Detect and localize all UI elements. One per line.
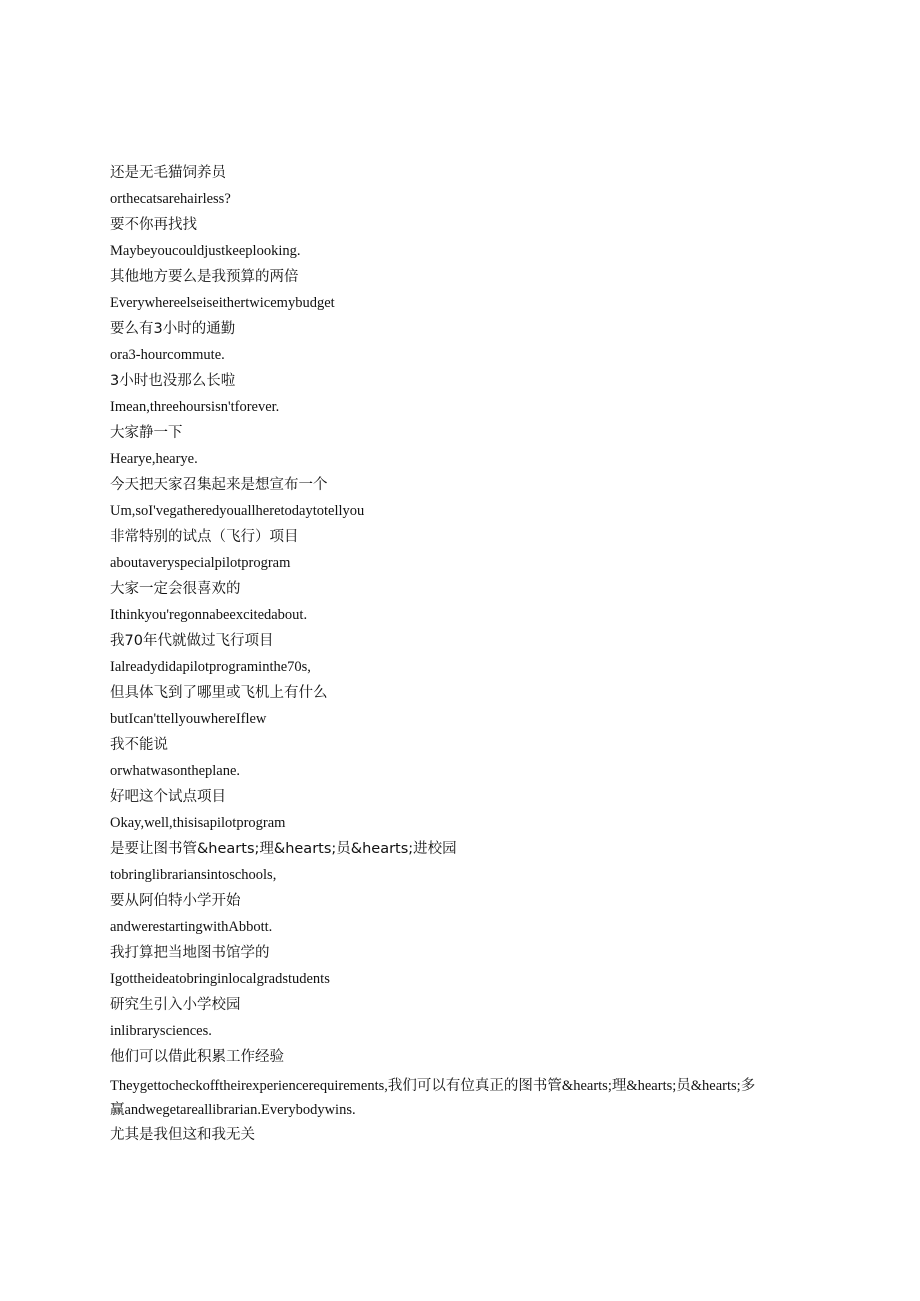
subtitle-line-zh: 大家静一下 (110, 425, 183, 441)
subtitle-line-zh: 好吧这个试点项目 (110, 789, 226, 805)
subtitle-line-zh: 非常特别的试点（飞行）项目 (110, 529, 299, 545)
subtitle-line-zh: 还是无毛猫饲养员 (110, 165, 226, 181)
subtitle-line-zh: 要么有3小时的通勤 (110, 321, 236, 337)
subtitle-line-zh: 其他地方要么是我预算的两倍 (110, 269, 299, 285)
subtitle-line-en: Hearye,hearye. (110, 451, 198, 467)
subtitle-line-zh: 是要让图书管&hearts;理&hearts;员&hearts;进校园 (110, 841, 457, 857)
subtitle-line-zh: 要不你再找找 (110, 217, 197, 233)
subtitle-line-en: Igottheideatobringinlocalgradstudents (110, 971, 330, 987)
subtitle-line-en: ora3-hourcommute. (110, 347, 225, 363)
subtitle-line-en: aboutaveryspecialpilotprogram (110, 555, 291, 571)
subtitle-line-en: Maybeyoucouldjustkeeplooking. (110, 243, 301, 259)
subtitle-line-zh: 他们可以借此积累工作经验 (110, 1049, 284, 1065)
subtitle-line-zh: 研究生引入小学校园 (110, 997, 241, 1013)
subtitle-transcript (110, 160, 760, 1148)
subtitle-line-en: Ialreadydidapilotprograminthe70s, (110, 659, 311, 675)
subtitle-line-en: Ithinkyou'regonnabeexcitedabout. (110, 607, 308, 623)
subtitle-line-en: butIcan'ttellyouwhereIflew (110, 711, 267, 727)
subtitle-line-zh: 我不能说 (110, 737, 168, 753)
subtitle-line-zh: 我打算把当地图书馆学的 (110, 945, 270, 961)
subtitle-line-zh: 大家一定会很喜欢的 (110, 581, 241, 597)
subtitle-line-en: inlibrarysciences. (110, 1023, 212, 1039)
subtitle-line-en: andwerestartingwithAbbott. (110, 919, 273, 935)
subtitle-line-zh: 尤其是我但这和我无关 (110, 1127, 255, 1143)
subtitle-line-en: Everywhereelseiseithertwicemybudget (110, 295, 335, 311)
subtitle-line-en: Okay,well,thisisapilotprogram (110, 815, 286, 831)
subtitle-line-zh: 要从阿伯特小学开始 (110, 893, 241, 909)
subtitle-line-en: tobringlibrariansintoschools, (110, 867, 277, 883)
subtitle-line-en: orwhatwasontheplane. (110, 763, 241, 779)
subtitle-line-zh: 3小时也没那么长啦 (110, 373, 236, 389)
subtitle-line-zh: 我70年代就做过飞行项目 (110, 633, 274, 649)
subtitle-line-zh: 今天把天家召集起来是想宣布一个 (110, 477, 328, 493)
subtitle-line-zh: 但具体飞到了哪里或飞机上有什么 (110, 685, 328, 701)
subtitle-line-en: orthecatsarehairless? (110, 191, 231, 207)
subtitle-line-en: Um,soI'vegatheredyouallheretodaytotellyou (110, 503, 365, 519)
subtitle-line-en-wrapped: Theygettocheckofftheirexperiencerequirements,我们可以有位真正的图书管&hearts;理&hearts;员&hearts;多赢andwegetareallibrarian.Everybodywins. (110, 1078, 756, 1118)
subtitle-line-en: Imean,threehoursisn'tforever. (110, 399, 280, 415)
